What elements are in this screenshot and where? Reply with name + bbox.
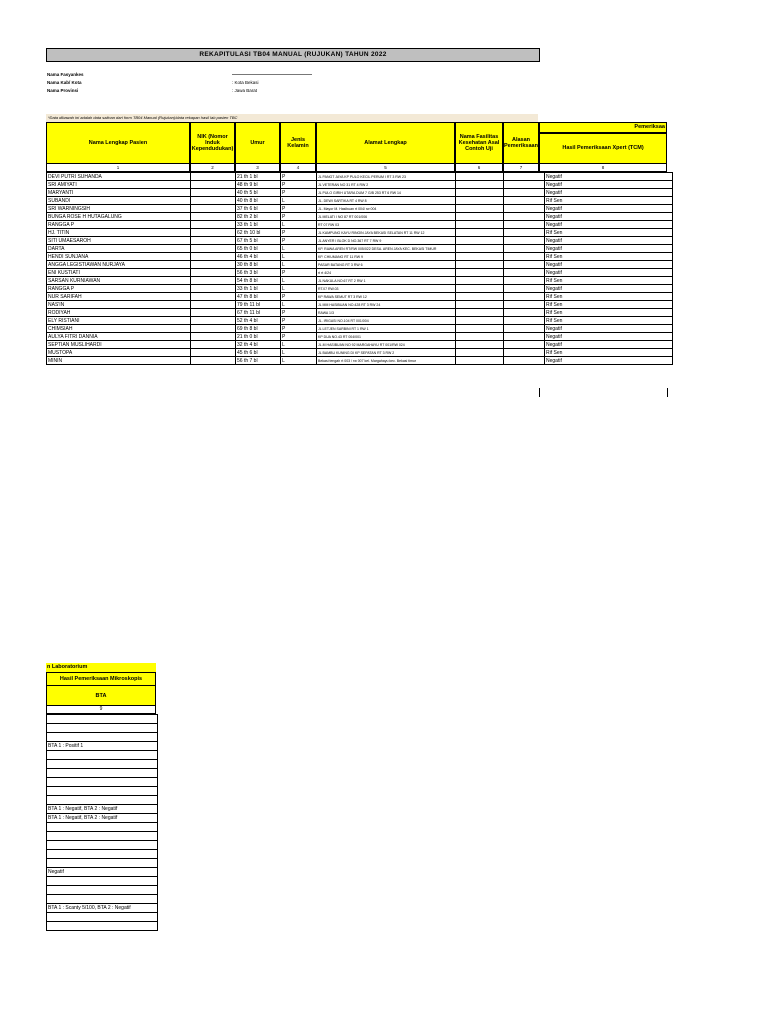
table-row [47, 197, 673, 205]
header-jenis-kelamin: Jenis Kelamin [280, 122, 316, 164]
cell-jenis-kelamin: P [281, 333, 317, 341]
cell-alasan [504, 253, 545, 261]
cell-bta [47, 859, 158, 868]
cell-nik [191, 277, 236, 285]
cell-nik [191, 253, 236, 261]
table-row [47, 333, 673, 341]
cell-alamat: JL LETJEN SARBINI RT 1 RW 1 [317, 325, 456, 333]
cell-nama: RANGGA P [47, 221, 191, 229]
header-umur: Umur [235, 122, 280, 164]
col-number-4: 4 [280, 164, 316, 172]
cell-umur: 46 th 4 bl [236, 253, 281, 261]
cell-nama: SRI WARNINGSIH [47, 205, 191, 213]
cell-nama: ENI KUSTIATI [47, 269, 191, 277]
header-pemeriksaan: Pemeriksaa [539, 122, 667, 133]
cell-jenis-kelamin: L [281, 349, 317, 357]
cell-alamat: RT.07 RW.03 [317, 285, 456, 293]
cell-nama: SITI UMAESAROH [47, 237, 191, 245]
cell-jenis-kelamin: P [281, 189, 317, 197]
cell-faskes [456, 237, 504, 245]
table-row [47, 237, 673, 245]
cell-umur: 33 th 1 bl [236, 285, 281, 293]
cell-umur: 21 th 0 bl [236, 333, 281, 341]
cell-alasan [504, 293, 545, 301]
cell-jenis-kelamin: P [281, 269, 317, 277]
kota-value: : Kota Bekasi [232, 80, 259, 85]
cell-alasan [504, 189, 545, 197]
cell-alasan [504, 333, 545, 341]
cell-xpert: Negatif [545, 221, 673, 229]
table-row [47, 309, 673, 317]
cell-umur: 82 th 2 bl [236, 213, 281, 221]
cell-umur: 56 th 3 bl [236, 269, 281, 277]
cell-bta [47, 841, 158, 850]
cell-bta [47, 796, 158, 805]
cell-nik [191, 197, 236, 205]
cell-umur: 54 th 8 bl [236, 277, 281, 285]
cell-nama: ANGGA LEGISTIAWAN NURJAYA [47, 261, 191, 269]
lab-row [47, 895, 158, 904]
cell-xpert: Rif Sen [545, 317, 673, 325]
cell-alasan [504, 261, 545, 269]
cell-faskes [456, 301, 504, 309]
cell-alasan [504, 237, 545, 245]
cell-nama: SRI AMIYATI [47, 181, 191, 189]
cell-alamat: JL NAKULA NO.67 RT 2 RW 1 [317, 277, 456, 285]
cell-nama: NUR SARIFAH [47, 293, 191, 301]
cell-jenis-kelamin: P [281, 325, 317, 333]
cell-bta [47, 724, 158, 733]
cell-faskes [456, 269, 504, 277]
cell-faskes [456, 317, 504, 325]
table-row [47, 277, 673, 285]
lab-row [47, 733, 158, 742]
cell-nik [191, 285, 236, 293]
cell-umur: 40 th 5 bl [236, 189, 281, 197]
cell-faskes [456, 293, 504, 301]
cell-umur: 67 th 5 bl [236, 237, 281, 245]
cell-bta [47, 895, 158, 904]
cell-bta [47, 715, 158, 724]
cell-jenis-kelamin: L [281, 245, 317, 253]
table-row [47, 269, 673, 277]
lab-row [47, 796, 158, 805]
patient-table [46, 172, 673, 365]
cell-nama: RANGGA P [47, 285, 191, 293]
lab-row [47, 778, 158, 787]
lab-title: n Laboratorium [46, 663, 156, 672]
cell-umur: 32 th 4 bl [236, 341, 281, 349]
cell-umur: 79 th 11 bl [236, 301, 281, 309]
cell-alasan [504, 205, 545, 213]
cell-alasan [504, 221, 545, 229]
cell-xpert: Rif Sen [545, 229, 673, 237]
cell-xpert: Negatif [545, 357, 673, 365]
cell-umur: 65 th 0 bl [236, 245, 281, 253]
cell-umur: 67 th 11 bl [236, 309, 281, 317]
provinsi-value: : Jawa Barat [232, 88, 258, 93]
cell-alasan [504, 229, 545, 237]
cell-alamat: JL ANYER I BLOK D NO.367 RT 7 RW 9 [317, 237, 456, 245]
cell-xpert: Rif Sen [545, 349, 673, 357]
lab-row [47, 805, 158, 814]
cell-bta [47, 877, 158, 886]
cell-alamat: JL. IRIGASI NO.104 RT 001/004 [317, 317, 456, 325]
cell-nik [191, 309, 236, 317]
cell-umur: 48 th 9 bl [236, 181, 281, 189]
table-row [47, 229, 673, 237]
cell-alamat: JL MM HASIBUAN NO.428 RT 3 RW 24 [317, 301, 456, 309]
cell-faskes [456, 197, 504, 205]
cell-faskes [456, 189, 504, 197]
cell-jenis-kelamin: L [281, 277, 317, 285]
lab-table [46, 714, 158, 931]
xpert-empty-cell [539, 388, 668, 397]
header-xpert: Hasil Pemeriksaan Xpert (TCM) [539, 133, 667, 164]
table-row [47, 317, 673, 325]
cell-faskes [456, 285, 504, 293]
lab-row [47, 886, 158, 895]
cell-xpert: Negatif [545, 261, 673, 269]
cell-alasan [504, 309, 545, 317]
cell-nama: NAS'IN [47, 301, 191, 309]
cell-xpert: Negatif [545, 205, 673, 213]
cell-jenis-kelamin: P [281, 181, 317, 189]
cell-bta [47, 760, 158, 769]
cell-alamat: KP DUA NO.43 RT 004/001 [317, 333, 456, 341]
cell-xpert: Negatif [545, 213, 673, 221]
cell-xpert: Rif Sen [545, 293, 673, 301]
cell-nama: DARTA [47, 245, 191, 253]
cell-xpert: Rif Sen [545, 253, 673, 261]
cell-alasan [504, 357, 545, 365]
cell-nik [191, 341, 236, 349]
cell-nama: ELY RISTIANI [47, 317, 191, 325]
cell-nik [191, 357, 236, 365]
cell-nik [191, 325, 236, 333]
cell-nik [191, 301, 236, 309]
cell-xpert: Negatif [545, 333, 673, 341]
cell-bta [47, 823, 158, 832]
cell-bta [47, 787, 158, 796]
cell-nik [191, 181, 236, 189]
cell-alamat: PASAR BATANG RT 3 RW 6 [317, 261, 456, 269]
cell-faskes [456, 349, 504, 357]
table-row [47, 213, 673, 221]
table-row [47, 341, 673, 349]
cell-bta [47, 832, 158, 841]
cell-alasan [504, 181, 545, 189]
header-nama: Nama Lengkap Pasien [46, 122, 190, 164]
col-number-3: 3 [235, 164, 280, 172]
cell-faskes [456, 357, 504, 365]
lab-col-number: 9 [46, 706, 156, 714]
cell-jenis-kelamin: P [281, 309, 317, 317]
cell-umur: 37 th 6 bl [236, 205, 281, 213]
cell-bta [47, 913, 158, 922]
cell-nik [191, 269, 236, 277]
cell-nama: HJ. TITIN [47, 229, 191, 237]
cell-alasan [504, 301, 545, 309]
cell-alasan [504, 173, 545, 181]
cell-jenis-kelamin: P [281, 229, 317, 237]
cell-alamat: RT 07 RW 03 [317, 221, 456, 229]
header-alamat: Alamat Lengkap [316, 122, 455, 164]
report-title: REKAPITULASI TB04 MANUAL (RUJUKAN) TAHUN 2022 [46, 48, 540, 62]
cell-bta [47, 886, 158, 895]
cell-umur: 52 th 4 bl [236, 317, 281, 325]
table-row [47, 285, 673, 293]
cell-umur: 45 th 6 bl [236, 349, 281, 357]
cell-umur: 62 th 10 bl [236, 229, 281, 237]
lab-row [47, 877, 158, 886]
cell-nama: CHIMSIAH [47, 325, 191, 333]
cell-xpert: Negatif [545, 189, 673, 197]
cell-faskes [456, 181, 504, 189]
cell-bta: BTA 1 : Negatif, BTA 2 : Negatif [47, 805, 158, 814]
cell-nik [191, 293, 236, 301]
table-row [47, 349, 673, 357]
lab-bta-header: BTA [46, 686, 156, 706]
cell-nik [191, 261, 236, 269]
table-row [47, 293, 673, 301]
cell-umur: 69 th 8 bl [236, 325, 281, 333]
col-number-7: 7 [503, 164, 539, 172]
lab-row [47, 904, 158, 913]
cell-alamat: KP. CHIUMANG RT 11 RW 9 [317, 253, 456, 261]
col-number-2: 2 [190, 164, 235, 172]
cell-bta [47, 778, 158, 787]
cell-nik [191, 221, 236, 229]
cell-xpert: Negatif [545, 325, 673, 333]
cell-jenis-kelamin: P [281, 293, 317, 301]
cell-xpert: Negatif [545, 269, 673, 277]
cell-alamat: JL VETERAN NO 31 RT 4 RW 2 [317, 181, 456, 189]
cell-nik [191, 333, 236, 341]
cell-umur: 40 th 8 bl [236, 197, 281, 205]
lab-row [47, 850, 158, 859]
cell-alasan [504, 341, 545, 349]
lab-row [47, 715, 158, 724]
cell-alasan [504, 325, 545, 333]
cell-jenis-kelamin: L [281, 221, 317, 229]
cell-alamat: JL.M HASIBUAN NO 92 MARGAHAYU RT 001/RW 024 [317, 341, 456, 349]
cell-umur: 33 th 1 bl [236, 221, 281, 229]
table-row [47, 173, 673, 181]
provinsi-label: Nama Provinsi [47, 88, 79, 93]
lab-row [47, 769, 158, 778]
table-row [47, 205, 673, 213]
cell-faskes [456, 221, 504, 229]
cell-jenis-kelamin: L [281, 197, 317, 205]
cell-bta [47, 922, 158, 931]
cell-alamat: JL KAMPUNG KAYU RINGIN JAYA BEKASI SELATAN RT 11 RW 12 [317, 229, 456, 237]
table-row [47, 357, 673, 365]
cell-xpert: Rif Sen [545, 277, 673, 285]
cell-nama: HENDI SUNJANA [47, 253, 191, 261]
lab-row [47, 760, 158, 769]
cell-xpert: Negatif [545, 341, 673, 349]
cell-faskes [456, 213, 504, 221]
cell-faskes [456, 309, 504, 317]
kota-label: Nama Kab/ Kota [47, 80, 82, 85]
cell-nik [191, 213, 236, 221]
cell-nama: RODIYAH [47, 309, 191, 317]
cell-faskes [456, 229, 504, 237]
cell-faskes [456, 173, 504, 181]
cell-nik [191, 349, 236, 357]
cell-faskes [456, 277, 504, 285]
cell-xpert: Negatif [545, 285, 673, 293]
cell-nik [191, 229, 236, 237]
cell-xpert: Negatif [545, 173, 673, 181]
cell-bta [47, 769, 158, 778]
lab-row [47, 868, 158, 877]
cell-bta [47, 850, 158, 859]
cell-jenis-kelamin: P [281, 317, 317, 325]
lab-row [47, 913, 158, 922]
cell-nik [191, 237, 236, 245]
cell-jenis-kelamin: L [281, 341, 317, 349]
table-row [47, 221, 673, 229]
cell-alamat: JL PULO GIRIH UTARA DUM 7 G/B 253 RT 6 RW 14 [317, 189, 456, 197]
cell-alasan [504, 197, 545, 205]
cell-alamat: JL. DEWI SARTIKA RT 4 RW 8 [317, 197, 456, 205]
cell-nama: MUSTOPA [47, 349, 191, 357]
cell-nama: SEPTIAN MUSLIHARDI [47, 341, 191, 349]
table-row [47, 325, 673, 333]
cell-jenis-kelamin: L [281, 261, 317, 269]
lab-row [47, 751, 158, 760]
cell-faskes [456, 245, 504, 253]
cell-alamat: JL. Mayor M. Hasibuan rt 004/ rw 004 [317, 205, 456, 213]
cell-alasan [504, 269, 545, 277]
cell-alasan [504, 245, 545, 253]
cell-alasan [504, 317, 545, 325]
cell-nama: DEVI PUTRI SUHANDA [47, 173, 191, 181]
cell-nik [191, 245, 236, 253]
lab-row [47, 823, 158, 832]
cell-bta: BTA 1 : Positif 1 [47, 742, 158, 751]
cell-jenis-kelamin: P [281, 205, 317, 213]
cell-nama: BUNGA ROSE H HUTAGALUNG [47, 213, 191, 221]
lab-row [47, 742, 158, 751]
table-row [47, 301, 673, 309]
cell-alamat: JL PANGT JAYA KP PULO KECIL PERUM I RT 3 RW 23 [317, 173, 456, 181]
lab-row [47, 841, 158, 850]
cell-alasan [504, 349, 545, 357]
lab-row [47, 922, 158, 931]
cell-nama: SUBANDI [47, 197, 191, 205]
table-row [47, 261, 673, 269]
cell-alasan [504, 285, 545, 293]
header-alasan: Alasan Pemeriksaan [503, 122, 539, 164]
cell-nama: SARSAN KURNIAWAN [47, 277, 191, 285]
cell-faskes [456, 253, 504, 261]
cell-faskes [456, 205, 504, 213]
col-number-5: 5 [316, 164, 455, 172]
cell-faskes [456, 325, 504, 333]
cell-nama: MARYANTI [47, 189, 191, 197]
col-number-8: 8 [539, 164, 667, 172]
table-row [47, 245, 673, 253]
cell-alamat: Bekasi tengah rt 003 / rw 007 kel. Margahayu kec. Bekasi timur [317, 357, 456, 365]
cell-umur: 30 th 8 bl [236, 261, 281, 269]
cell-jenis-kelamin: L [281, 285, 317, 293]
cell-alasan [504, 213, 545, 221]
cell-nik [191, 189, 236, 197]
cell-alamat: RAWA 1/3 [317, 309, 456, 317]
cell-xpert: Negatif [545, 245, 673, 253]
cell-jenis-kelamin: L [281, 357, 317, 365]
cell-bta: BTA 1 : Negatif, BTA 2 : Negatif [47, 814, 158, 823]
cell-jenis-kelamin: L [281, 253, 317, 261]
cell-bta [47, 751, 158, 760]
cell-umur: 21 th 1 bl [236, 173, 281, 181]
cell-nik [191, 317, 236, 325]
cell-faskes [456, 341, 504, 349]
cell-xpert: Rif Sen [545, 309, 673, 317]
faskes-label: Nama Fasyankes [47, 72, 84, 77]
lab-row [47, 832, 158, 841]
cell-jenis-kelamin: P [281, 237, 317, 245]
cell-nik [191, 205, 236, 213]
header-nik: NIK (Nomor Induk Kependudukan) [190, 122, 235, 164]
data-note: *Data dibawah ini adalah data salinan dari form TB04 Manual (Rujukan)/data rekapan hasil lab pasien TBC [46, 114, 538, 122]
cell-faskes [456, 261, 504, 269]
cell-xpert: Rif Sen [545, 197, 673, 205]
cell-alasan [504, 277, 545, 285]
faskes-value-line [232, 74, 312, 75]
table-row [47, 189, 673, 197]
cell-umur: 56 th 7 bl [236, 357, 281, 365]
cell-nama: MININ [47, 357, 191, 365]
cell-umur: 47 th 8 bl [236, 293, 281, 301]
cell-nik [191, 173, 236, 181]
lab-row [47, 787, 158, 796]
lab-row [47, 859, 158, 868]
cell-alamat: rt rt 4/24 [317, 269, 456, 277]
cell-alamat: JL BAMBU KUNING DI KP SEPATAN RT 3 RW 2 [317, 349, 456, 357]
cell-jenis-kelamin: P [281, 173, 317, 181]
cell-xpert: Negatif [545, 237, 673, 245]
col-number-1: 1 [46, 164, 190, 172]
cell-xpert: Rif Sen [545, 301, 673, 309]
lab-subtitle: Hasil Pemeriksaan Mikroskopis [46, 672, 156, 686]
lab-row [47, 724, 158, 733]
cell-alamat: KP RAWA SEMUT RT 3 RW 12 [317, 293, 456, 301]
cell-jenis-kelamin: P [281, 213, 317, 221]
cell-bta: BTA 1 : Scanty 5/100, BTA 2 : Negatif [47, 904, 158, 913]
lab-row [47, 814, 158, 823]
table-row [47, 253, 673, 261]
cell-jenis-kelamin: L [281, 301, 317, 309]
cell-alamat: KP. RAWA AREN RT/RW 005/022 DESA. AREN JAYA KEC. BEKASI TIMUR [317, 245, 456, 253]
cell-alamat: JL MELATI I NO 87 RT 001/006 [317, 213, 456, 221]
cell-bta [47, 733, 158, 742]
table-row [47, 181, 673, 189]
cell-xpert: Negatif [545, 181, 673, 189]
col-number-6: 6 [455, 164, 503, 172]
header-faskes: Nama Fasilitas Kesehatan Asal Contoh Uji [455, 122, 503, 164]
cell-faskes [456, 333, 504, 341]
cell-bta: Negatif [47, 868, 158, 877]
cell-nama: AULYA FITRI DANNIA [47, 333, 191, 341]
